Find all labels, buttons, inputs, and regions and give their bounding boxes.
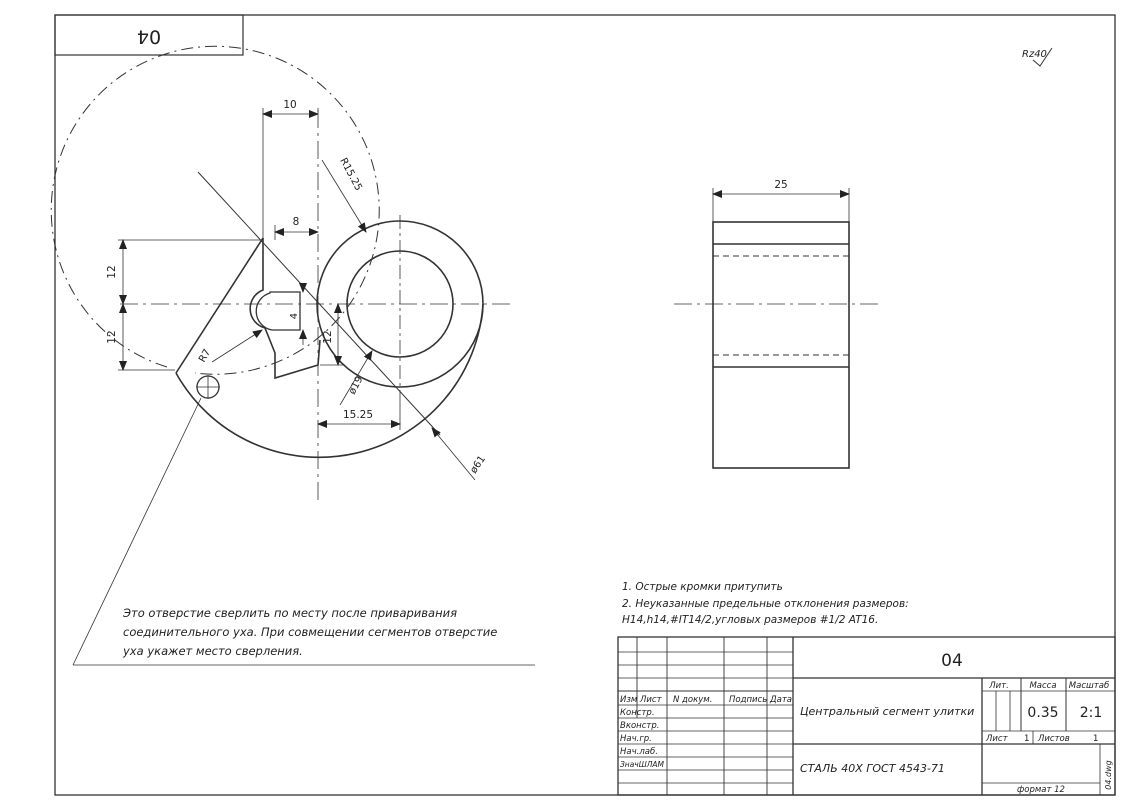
col-header-date: Дата [770, 695, 793, 705]
scale-label: Масштаб [1068, 681, 1110, 691]
designation: 04 [941, 651, 963, 671]
roughness-label: Rz40 [1022, 49, 1047, 60]
dim-12-bottom: 12 [106, 330, 118, 344]
col-header-list: Лист [640, 695, 662, 705]
dim-12-right: 12 [322, 330, 334, 344]
corner-stamp-text: 04 [136, 25, 162, 48]
role-vkonstr: Вконстр. [620, 721, 660, 731]
dim-d61: ø61 [468, 453, 489, 476]
dim-r15-25: R15.25 [337, 156, 364, 193]
dim-r7: R7 [197, 347, 214, 365]
front-dimensions [73, 108, 535, 665]
role-nachlab: Нач.лаб. [620, 747, 658, 757]
side-code: 04.dwg [1104, 760, 1113, 790]
part-name: Центральный сегмент улитки [800, 705, 975, 718]
corner-stamp [55, 15, 243, 55]
technical-notes [622, 581, 909, 626]
sheets-value: 1 [1093, 734, 1099, 744]
scale-value: 2:1 [1079, 705, 1103, 721]
material: СТАЛЬ 40Х ГОСТ 4543-71 [800, 762, 945, 775]
col-header-izm: Изм [620, 695, 638, 705]
dim-8: 8 [292, 216, 300, 228]
role-znach: ЗначШЛАМ [620, 760, 665, 769]
tech-note-3: H14,h14,#IT14/2,угловых размеров #1/2 AT16. [622, 614, 879, 626]
tech-note-2: 2. Неуказанные предельные отклонения размеров: [622, 598, 909, 610]
hole-note-line-2: соединительного уха. При совмещении сегментов отверстие [123, 625, 498, 639]
title-block-text [620, 651, 1113, 795]
sheets-label: Листов [1038, 734, 1070, 744]
format-label: формат 12 [1017, 785, 1065, 795]
dim-12-top: 12 [106, 265, 118, 279]
hole-note-line-3: уха укажет место сверления. [123, 644, 303, 658]
side-view [674, 188, 882, 468]
dim-4: 4 [289, 312, 300, 320]
sheet-label: Лист [986, 734, 1008, 744]
dim-25: 25 [774, 179, 788, 191]
role-nachgr: Нач.гр. [620, 734, 652, 744]
lit-label: Лит. [989, 681, 1009, 691]
mass-value: 0.35 [1027, 705, 1059, 721]
mass-label: Масса [1029, 681, 1057, 691]
dim-d19: ø19 [346, 374, 366, 397]
hole-note [122, 606, 497, 658]
sheet-value: 1 [1024, 734, 1030, 744]
dim-10: 10 [283, 99, 297, 111]
dim-15-25: 15.25 [342, 409, 374, 421]
roughness-sign [1022, 48, 1052, 66]
tech-note-1: 1. Острые кромки притупить [622, 581, 783, 593]
role-konstr: Констр. [620, 708, 655, 718]
col-header-sign: Подпись [729, 695, 768, 705]
hole-note-line-1: Это отверстие сверлить по месту после приваривания [123, 606, 457, 620]
col-header-doc: N докум. [673, 695, 713, 705]
front-dimension-labels [106, 99, 488, 476]
